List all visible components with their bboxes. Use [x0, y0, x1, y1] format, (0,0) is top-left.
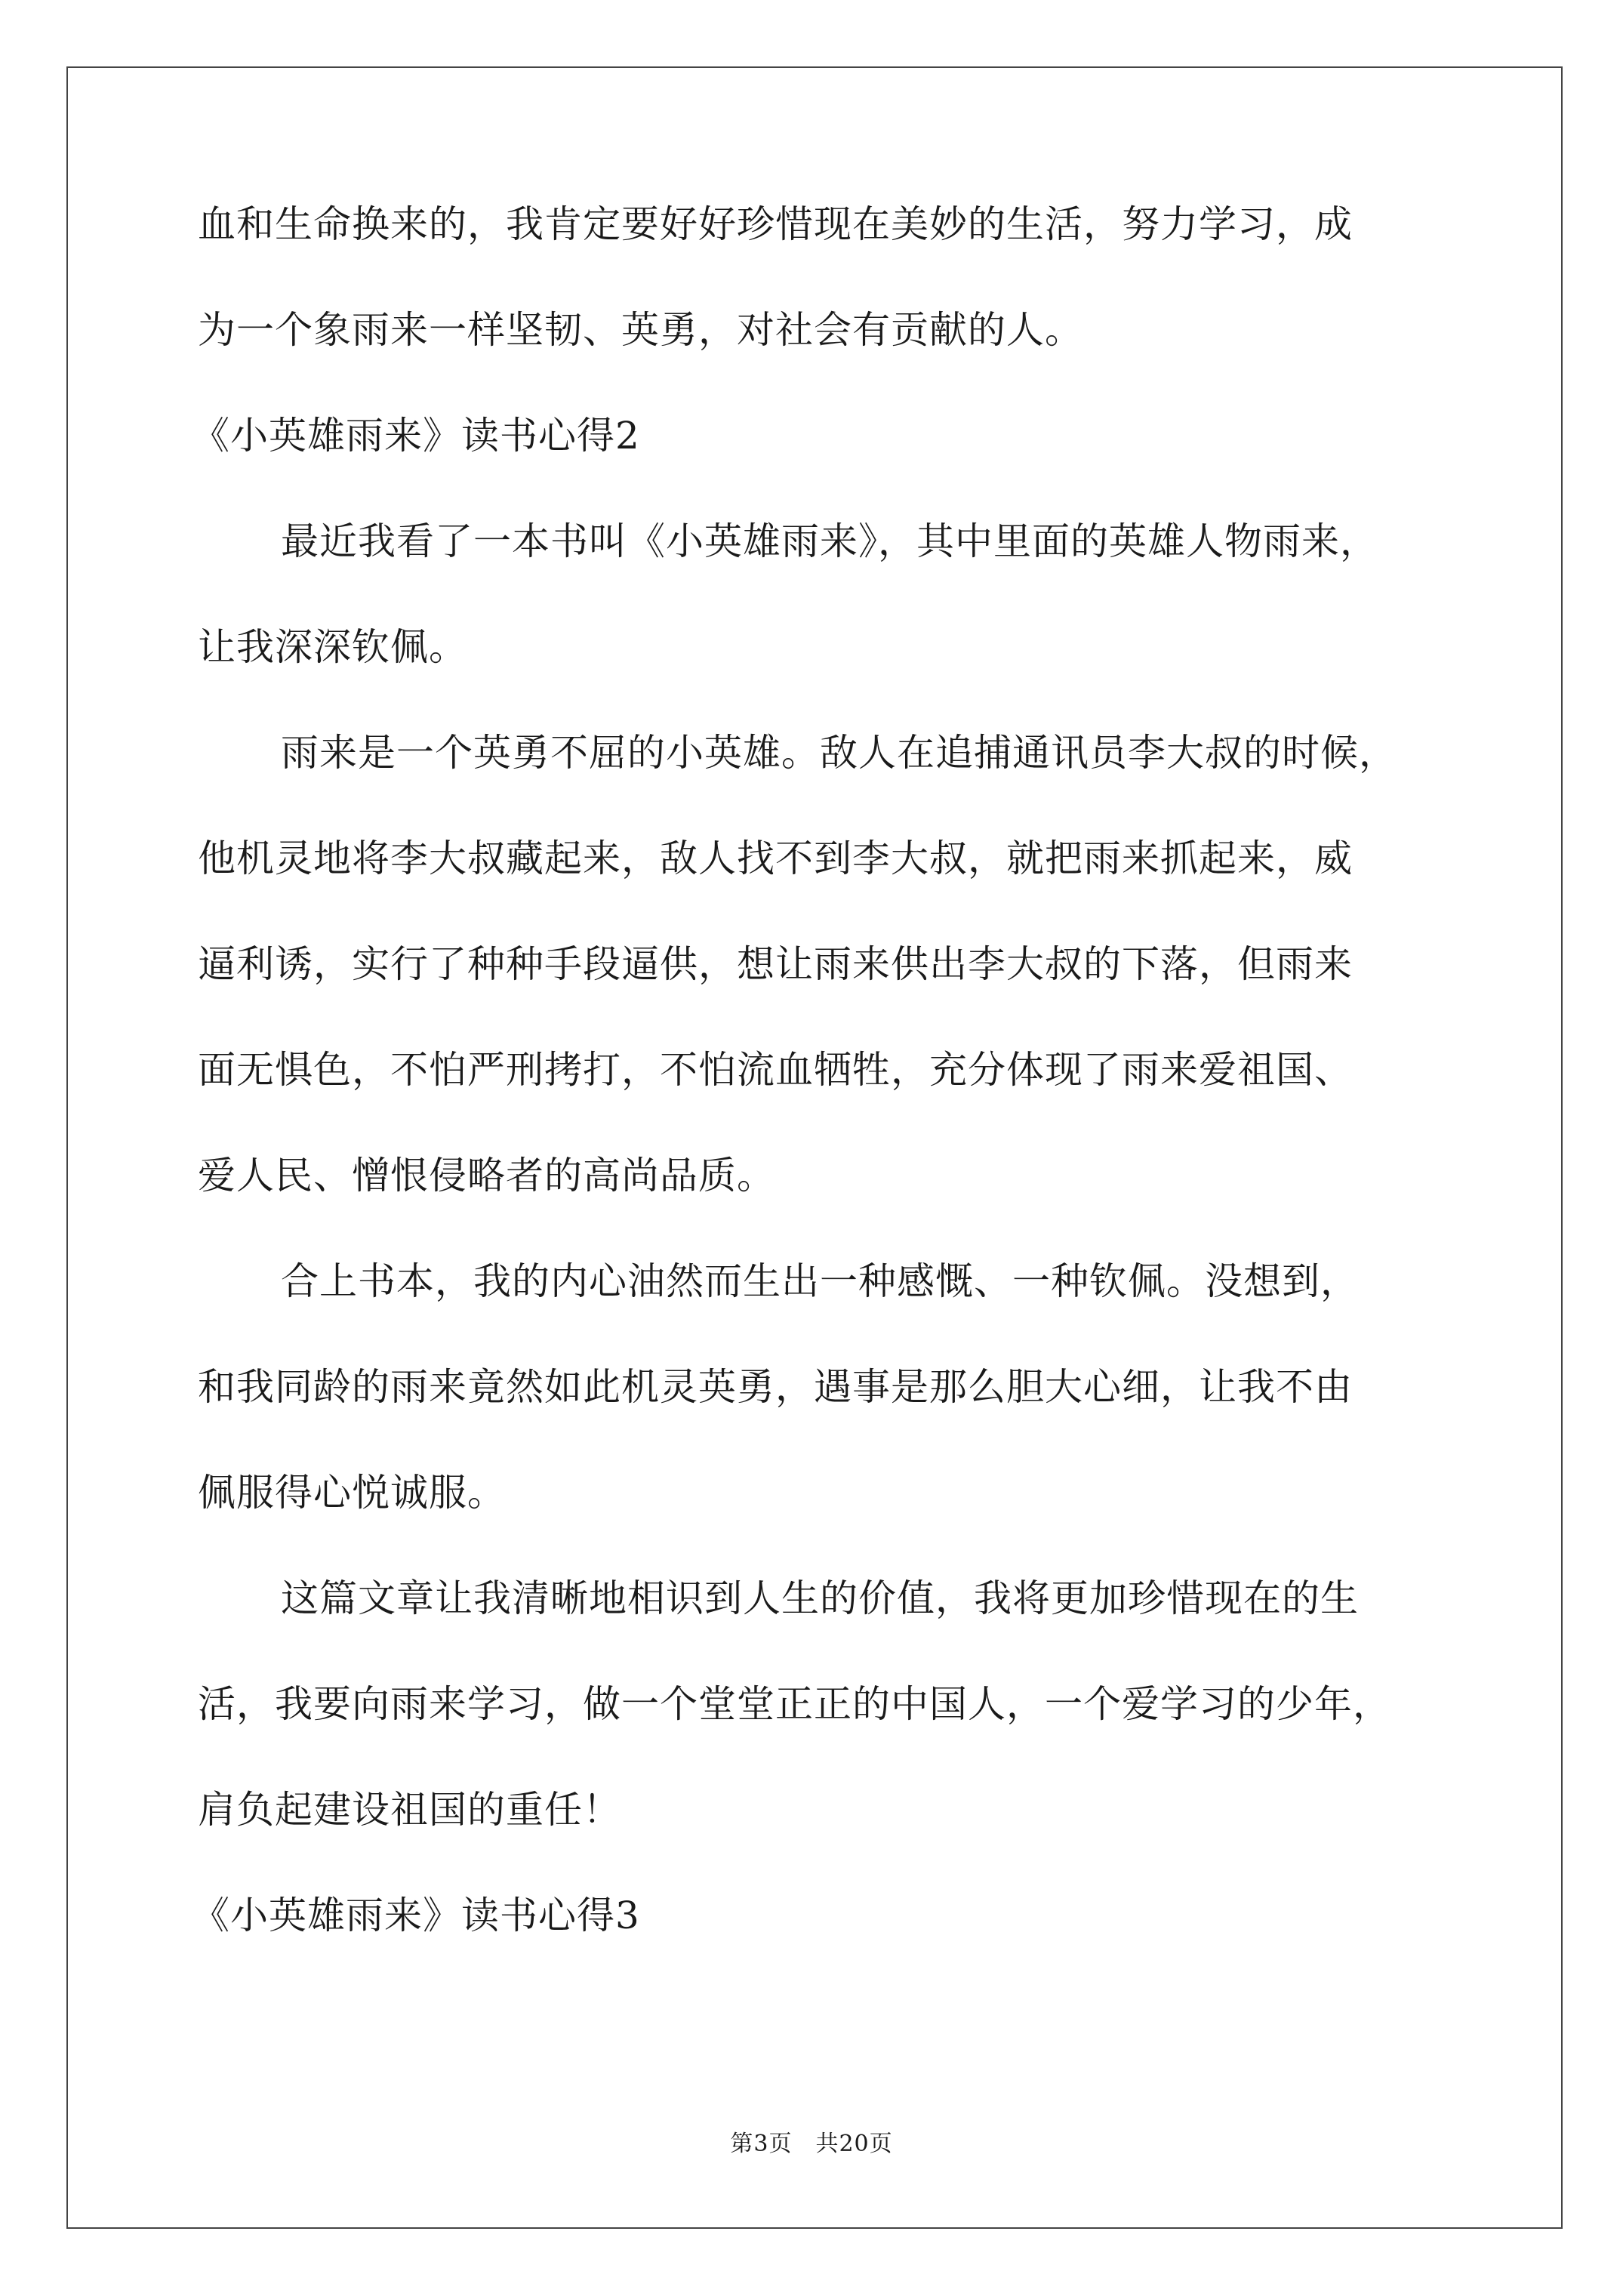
text-line: 活，我要向雨来学习，做一个堂堂正正的中国人，一个爱学习的少年， [198, 1682, 1391, 1726]
text-line: 和我同龄的雨来竟然如此机灵英勇，遇事是那么胆大心细，让我不由 [198, 1365, 1353, 1409]
paragraph-first-line: 最近我看了一本书叫《小英雄雨来》，其中里面的英雄人物雨来， [281, 519, 1378, 563]
text-line: 肩负起建设祖国的重任！ [198, 1788, 621, 1832]
text-line: 佩服得心悦诚服。 [198, 1471, 506, 1515]
paragraph-first-line: 合上书本，我的内心油然而生出一种感慨、一种钦佩。没想到， [281, 1259, 1359, 1303]
text-line: 面无惧色，不怕严刑拷打，不怕流血牺牲，充分体现了雨来爱祖国、 [198, 1048, 1353, 1092]
paragraph-first-line: 雨来是一个英勇不屈的小英雄。敌人在追捕通讯员李大叔的时候， [281, 731, 1397, 775]
section-heading: 《小英雄雨来》读书心得3 [192, 1894, 640, 1937]
text-line: 为一个象雨来一样坚韧、英勇，对社会有贡献的人。 [198, 308, 1083, 352]
text-line: 逼利诱，实行了种种手段逼供，想让雨来供出李大叔的下落，但雨来 [198, 942, 1353, 986]
text-line: 爱人民、憎恨侵略者的高尚品质。 [198, 1154, 775, 1197]
text-line: 血和生命换来的，我肯定要好好珍惜现在美妙的生活，努力学习，成 [198, 202, 1353, 246]
text-line: 他机灵地将李大叔藏起来，敌人找不到李大叔，就把雨来抓起来，威 [198, 837, 1353, 880]
document-body [192, 198, 1436, 1942]
text-line: 让我深深钦佩。 [198, 625, 467, 669]
section-heading: 《小英雄雨来》读书心得2 [192, 414, 640, 458]
paragraph-first-line: 这篇文章让我清晰地相识到人生的价值，我将更加珍惜现在的生 [281, 1576, 1359, 1620]
page-number: 第3页 共20页 [730, 2131, 893, 2157]
